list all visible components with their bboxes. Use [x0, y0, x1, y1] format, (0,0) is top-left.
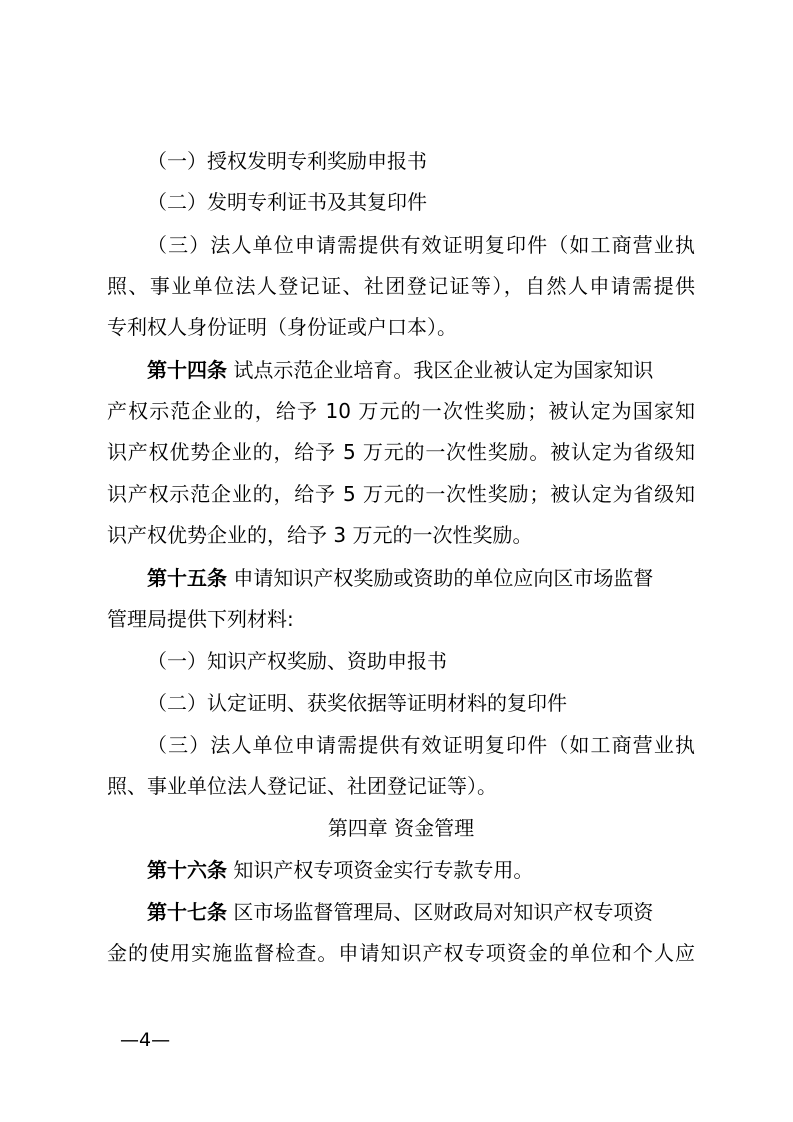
article-17-label: 第十七条 [147, 900, 227, 924]
article-15-item-3-line-2: 照、事业单位法人登记证、社团登记证等）。 [107, 774, 497, 798]
article-15-item-1: （一）知识产权奖励、资助申报书 [147, 649, 447, 673]
chapter-heading: 第四章 资金管理 [327, 816, 475, 840]
article-17-line-2: 金的使用实施监督检查。申请知识产权专项资金的单位和个人应 [107, 941, 695, 965]
material-item-3-line-1: （三）法人单位申请需提供有效证明复印件（如工商营业执 [147, 233, 695, 257]
material-item-2: （二）发明专利证书及其复印件 [147, 190, 427, 214]
page-number: —4— [120, 1029, 171, 1051]
article-14-line-5: 识产权优势企业的，给予 3 万元的一次性奖励。 [107, 523, 533, 547]
article-17-line-1 [147, 899, 695, 925]
article-14-line-2: 产权示范企业的，给予 10 万元的一次性奖励；被认定为国家知 [107, 399, 695, 423]
article-14-line-3: 识产权优势企业的，给予 5 万元的一次性奖励。被认定为省级知 [107, 440, 695, 464]
article-16-text: 知识产权专项资金实行专款专用。 [233, 858, 534, 882]
article-17-text: 区市场监督管理局、区财政局对知识产权专项资 [233, 900, 654, 924]
material-item-1: （一）授权发明专利奖励申报书 [147, 149, 427, 173]
article-14-line-1 [147, 357, 695, 383]
article-14-label: 第十四条 [147, 358, 227, 382]
material-item-3-line-2: 照、事业单位法人登记证、社团登记证等），自然人申请需提供 [107, 274, 695, 298]
article-15-text: 申请知识产权奖励或资助的单位应向区市场监督 [233, 566, 654, 590]
article-14-text: 试点示范企业培育。我区企业被认定为国家知识 [233, 358, 654, 382]
article-15-item-3-line-1: （三）法人单位申请需提供有效证明复印件（如工商营业执 [147, 733, 695, 757]
article-15-line-1 [147, 565, 695, 591]
article-15-label: 第十五条 [147, 566, 227, 590]
article-15-line-2: 管理局提供下列材料: [107, 607, 294, 631]
article-16-label: 第十六条 [147, 858, 227, 882]
article-15-item-2: （二）认定证明、获奖依据等证明材料的复印件 [147, 691, 567, 715]
article-14-line-4: 识产权示范企业的，给予 5 万元的一次性奖励；被认定为省级知 [107, 482, 695, 506]
material-item-3-line-3: 专利权人身份证明（身份证或户口本）。 [107, 315, 457, 339]
article-16-line-1 [147, 857, 695, 883]
